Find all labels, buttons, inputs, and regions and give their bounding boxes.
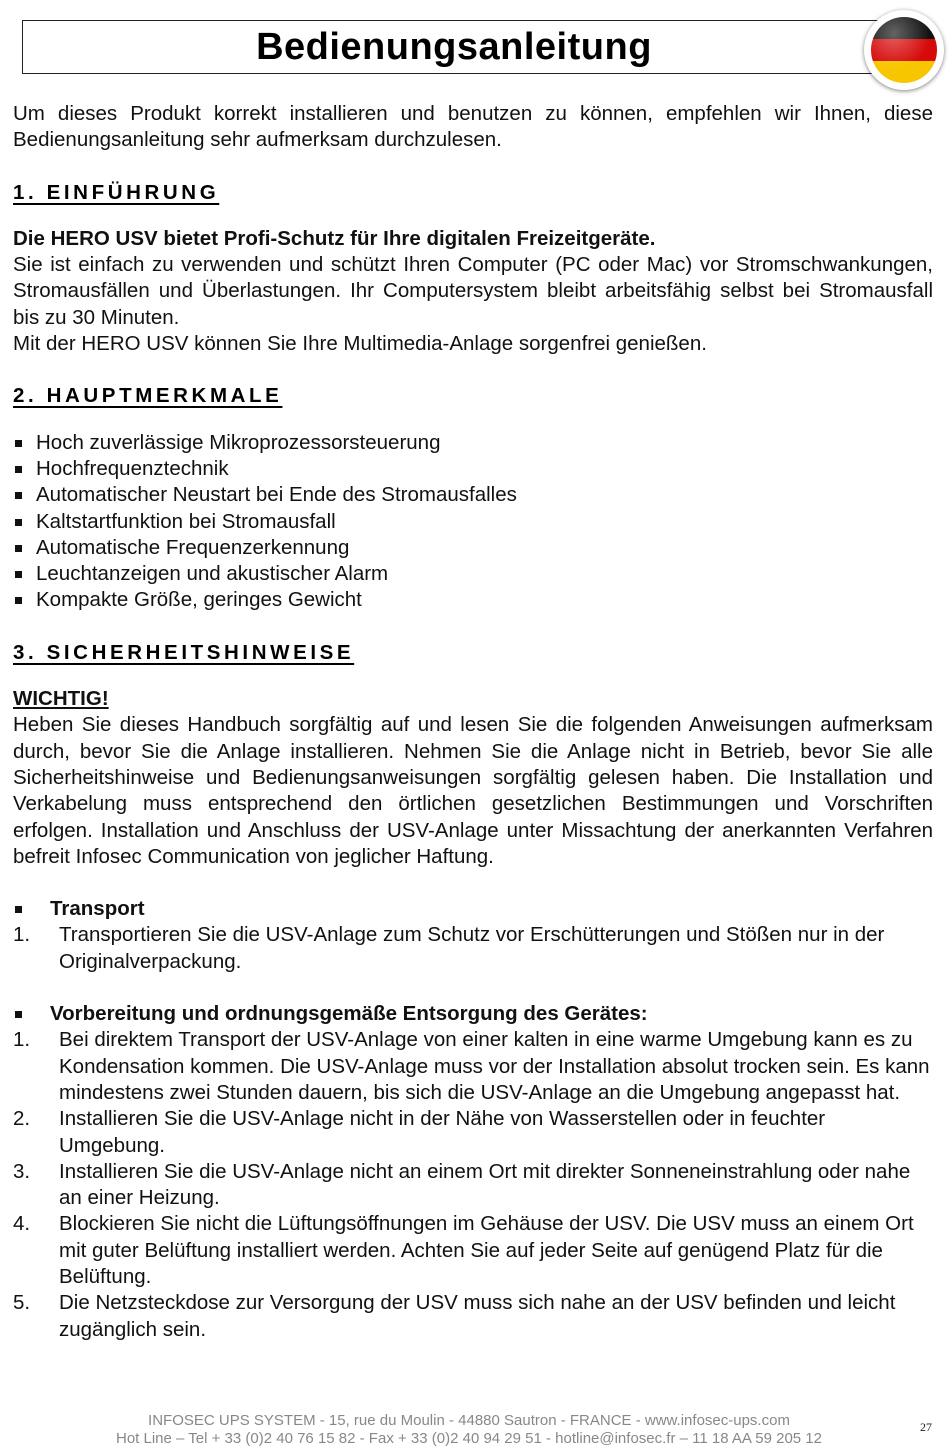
list-item xyxy=(13,1159,933,1212)
page-title: Bedienungsanleitung xyxy=(256,25,652,68)
transport-list xyxy=(13,922,933,975)
list-text: Installieren Sie die USV-Anlage nicht an einem Ort mit direkter Sonneneinstrahlung oder nahe an einer Heizung. xyxy=(59,1159,911,1210)
transport-heading: Transport xyxy=(13,896,933,922)
list-item xyxy=(13,1211,933,1290)
important-text: Heben Sie dieses Handbuch sorgfältig auf und lesen Sie die folgenden Anweisungen aufmerksam durch, bevor Sie die Anlage installieren. Nehmen Sie die Anlage nicht in Betrieb, bevor Sie alle Sicherheitshinweise und Bedienungsanweisungen sorgfältig gelesen haben. Die Installation und Verkabelung muss entsprechend den örtlichen gesetzlichen Bestimmungen und Vorschriften erfolgen. Installation und Anschluss der USV-Anlage unter Missachtung der anerkannten Verfahren befreit Infosec Communication von jeglicher Haftung. xyxy=(13,713,933,868)
list-item: Automatischer Neustart bei Ende des Stromausfalles xyxy=(13,482,933,508)
german-flag-stripes xyxy=(871,17,937,83)
features-list xyxy=(13,430,933,614)
page-number: 27 xyxy=(920,1420,932,1434)
list-number: 4. xyxy=(13,1212,31,1236)
list-item: Kaltstartfunktion bei Stromausfall xyxy=(13,509,933,535)
list-item: Hoch zuverlässige Mikroprozessorsteuerung xyxy=(13,430,933,456)
list-text: Transportieren Sie die USV-Anlage zum Schutz vor Erschütterungen und Stößen nur in der Originalverpackung. xyxy=(59,923,885,973)
list-item: Automatische Frequenzerkennung xyxy=(13,535,933,561)
list-text: Blockieren Sie nicht die Lüftungsöffnungen im Gehäuse der USV. Die USV muss an einem Ort mit guter Belüftung installiert werden. Achten Sie auf jeder Seite auf genügend Platz für die Belüftung. xyxy=(59,1212,914,1288)
preparation-list xyxy=(13,1027,933,1343)
preparation-heading: Vorbereitung und ordnungsgemäße Entsorgung des Gerätes: xyxy=(13,1001,933,1027)
list-number: 1. xyxy=(13,923,31,947)
list-number: 3. xyxy=(13,1159,31,1183)
list-text: Bei direktem Transport der USV-Anlage von einer kalten in eine warme Umgebung kann es zu Kondensation kommen. Die USV-Anlage muss vor der Installation absolut trocken sein. Es kann mindestens zwei Stunden dauern, bis sich die USV-Anlage an die Umgebung angepasst hat. xyxy=(59,1028,930,1104)
list-text: Installieren Sie die USV-Anlage nicht in der Nähe von Wasserstellen oder in feuchter Umgebung. xyxy=(59,1107,826,1157)
title-box xyxy=(22,20,886,74)
list-item: Kompakte Größe, geringes Gewicht xyxy=(13,587,933,613)
intro-paragraph: Um dieses Produkt korrekt installieren und benutzen zu können, empfehlen wir Ihnen, diese Bedienungsanleitung sehr aufmerksam durchzulesen. xyxy=(13,102,933,152)
list-text: Die Netzsteckdose zur Versorgung der USV muss sich nahe an der USV befinden und leicht zugänglich sein. xyxy=(59,1291,896,1341)
list-number: 1. xyxy=(13,1028,31,1052)
section1-lead: Die HERO USV bietet Profi-Schutz für Ihre digitalen Freizeitgeräte. xyxy=(13,226,656,250)
section1-body2: Mit der HERO USV können Sie Ihre Multimedia-Anlage sorgenfrei genießen. xyxy=(13,332,707,356)
section-heading-safety: 3. SICHERHEITSHINWEISE xyxy=(13,640,355,664)
list-number: 5. xyxy=(13,1291,31,1315)
list-item xyxy=(13,922,933,975)
section-heading-introduction: 1. EINFÜHRUNG xyxy=(13,180,220,204)
document-body xyxy=(13,101,933,1343)
list-item: Hochfrequenztechnik xyxy=(13,456,933,482)
list-item: Leuchtanzeigen und akustischer Alarm xyxy=(13,561,933,587)
german-flag-icon xyxy=(864,10,944,90)
important-label: WICHTIG! xyxy=(13,687,109,711)
list-number: 2. xyxy=(13,1107,31,1131)
list-item xyxy=(13,1106,933,1159)
page-footer xyxy=(0,1412,938,1448)
list-item xyxy=(13,1027,933,1106)
list-item xyxy=(13,1290,933,1343)
footer-contact: Hot Line – Tel + 33 (0)2 40 76 15 82 - Fax + 33 (0)2 40 94 29 51 - hotline@infosec.fr – 11 18 AA 59 205 12 xyxy=(116,1430,822,1447)
section-heading-features: 2. HAUPTMERKMALE xyxy=(13,384,283,408)
section1-body: Sie ist einfach zu verwenden und schützt Ihren Computer (PC oder Mac) vor Stromschwankungen, Stromausfällen und Überlastungen. Ihr Computersystem bleibt arbeitsfähig selbst bei Stromausfall bis zu 30 Minuten. xyxy=(13,253,933,329)
footer-address: INFOSEC UPS SYSTEM - 15, rue du Moulin - 44880 Sautron - FRANCE - www.infosec-ups.com xyxy=(148,1412,790,1429)
